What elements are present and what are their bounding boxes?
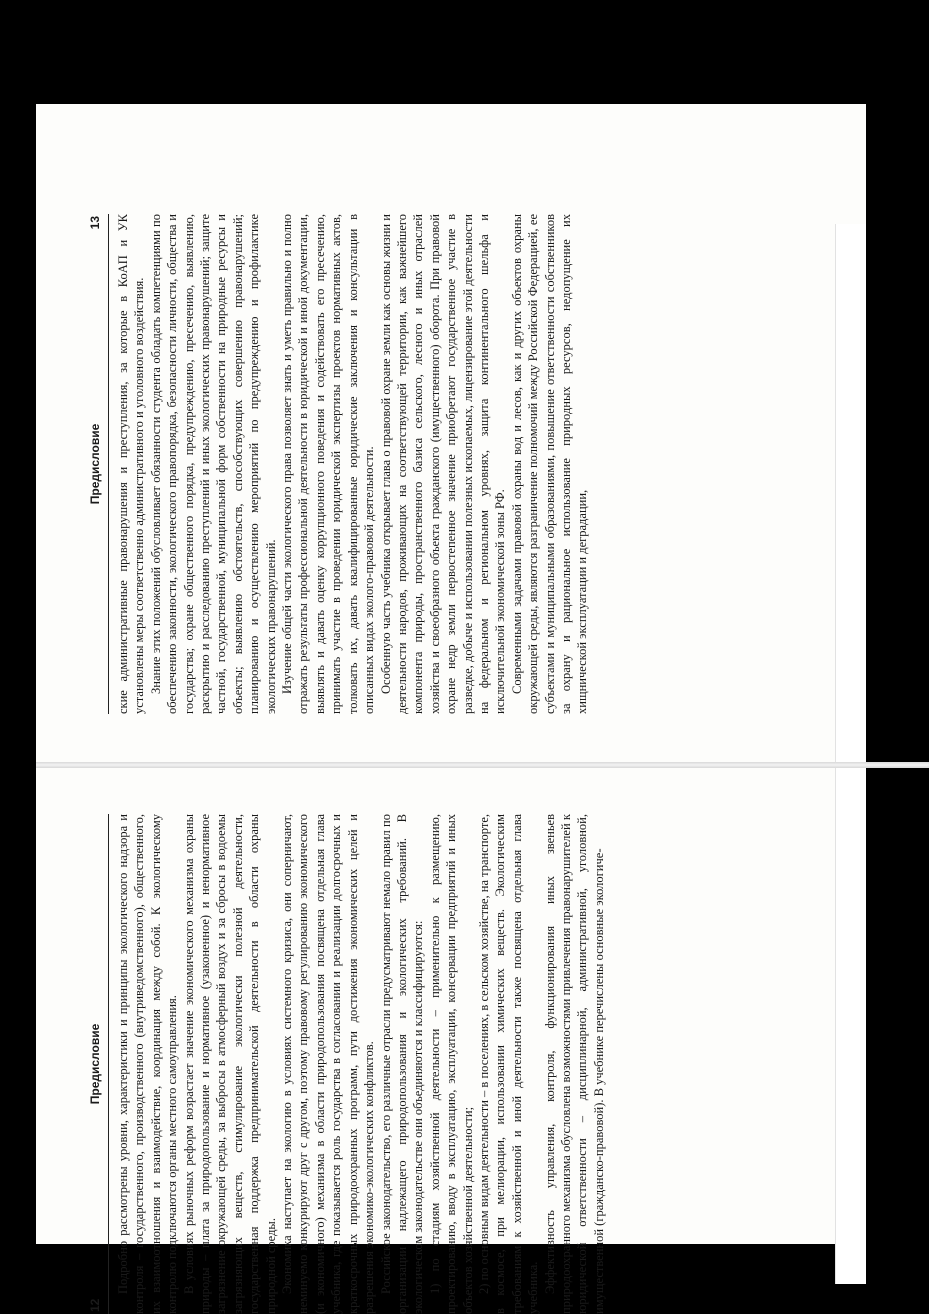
right-page [86, 214, 886, 714]
paragraph: Российское законодательство, его различные отрасли предусматривают немало правил по организации надлежащего природопользования и экологических требований. В экологическом законодательстве они объединяются и классифицируются: [378, 814, 426, 1314]
running-head: Предисловие [88, 423, 102, 505]
paragraph: ские административные правонарушения и преступления, за которые в КоАП и УК установлены меры соответственно административного и уголовного воздействия. [116, 214, 147, 714]
paragraph: В условиях рыночных реформ возрастает значение экономического механизма охраны природы – плата за природопользование и нормативное (узаконенное) и ненормативное загрязнение окружающей среды, за выбросы в атмосферный воздух и за сбросы в водоемы загрязняющих веществ, стимулирование экологически полезной деятельности, государственная поддержка предпринимательской деятельности в области охраны природной среды. [181, 814, 278, 1314]
page-header [86, 814, 109, 1314]
page-number: 13 [88, 216, 102, 230]
page-body [109, 814, 607, 1314]
paragraph: Экономика наступает на экологию в условиях системного кризиса, они соперничают, неминуемо конкурируют друг с другом, поэтому правовому регулированию экономического (и экономичного) механизма в области природопользования посвящена отдельная глава учебника, где показывается роль государства в согласовании и реализации долгосрочных и краткосрочных природоохранных программ, пути достижения экономических целей и разрешения экономико-экологических конфликтов. [280, 814, 377, 1314]
list-item: 2) по основным видам деятельности – в поселениях, в сельском хозяйстве, на транспорте, в космосе, при мелиорации, использовании химических веществ. Экологическим требованиям к хозяйственной и иной деятельности также посвящена отдельная глава учебника. [476, 814, 541, 1314]
list-item: 1) по стадиям хозяйственной деятельности – применительно к размещению, проектированию, вводу в эксплуатацию, эксплуатации, консервации предприятий и иных объектов хозяйственной деятельности; [427, 814, 475, 1314]
paragraph: Знание этих положений обусловливает обязанности студента обладать компетенциями по обеспечению законности, экологического правопорядка, безопасности личности, общества и государства; охране общественного порядка, предупреждению, пресечению, выявлению, раскрытию и расследованию преступлений и иных экологических правонарушений; защите частной, государственной, муниципальной форм собственности на природные ресурсы и объекты; выявлению обстоятельств, способствующих совершению правонарушений; планированию и осуществлению мероприятий по предупреждению и профилактике экологических правонарушений. [148, 214, 278, 714]
page-body [109, 214, 591, 714]
paragraph: Современными задачами правовой охраны вод и лесов, как и других объектов охраны окружающей среды, являются разграничение полномочий между Российской Федерацией, ее субъектами и муниципальными образованиями, повышение ответственности собственников за охрану и рациональное использование природных ресурсов, недопущение их хищнической эксплуатации и деградации, [509, 214, 590, 714]
page-number: 12 [88, 1298, 102, 1312]
paragraph: Особенную часть учебника открывает глава о правовой охране земли как основы жизни и деятельности народов, проживающих на соответствующей территории, как важнейшего компонента природы, пространственного базиса сельского, лесного и иных отраслей хозяйства и своеобразного объекта гражданского (имущественного) оборота. При правовой охране недр земли первостепенное значение приобретают государственное участие в разведке, добыче и использовании полезных ископаемых, лицензирование этой деятельности на федеральном и региональном уровнях, защита континентального шельфа и исключительной экономической зоны РФ. [378, 214, 508, 714]
book-spine [36, 762, 929, 768]
page-header [86, 214, 109, 714]
running-head: Предисловие [88, 1023, 102, 1105]
paragraph: Подробно рассмотрены уровни, характеристики и принципы экологического надзора и контроля – государственного, производственного (внутриведомственного), общественного, их взаимоотношения и взаимодействие, координация между собой. К экологическому контролю подключаются органы местного самоуправления. [116, 814, 180, 1314]
paragraph: Изучение общей части экологического права позволяет знать и уметь правильно и полно отражать результаты профессиональной деятельности в юридической и иной документации, выявлять и давать оценку коррупционного поведения и содействовать его пресечению, принимать участие в проведении юридической экспертизы проектов нормативных актов, толковать их, давать квалифицированные юридические заключения и консультации в описанных видах эколого-правовой деятельности. [280, 214, 377, 714]
book-spread [36, 104, 866, 1314]
left-page [86, 814, 886, 1314]
paragraph: Эффективность управления, контроля, функционирования иных звеньев природоохранного механизма обусловлена возможностями привлечения правонарушителей к юридической ответственности – дисциплинарной, административной, уголовной, имущественной (гражданско-правовой). В учебнике перечислены основные экологиче- [542, 814, 606, 1314]
scan-border-top [0, 0, 893, 100]
